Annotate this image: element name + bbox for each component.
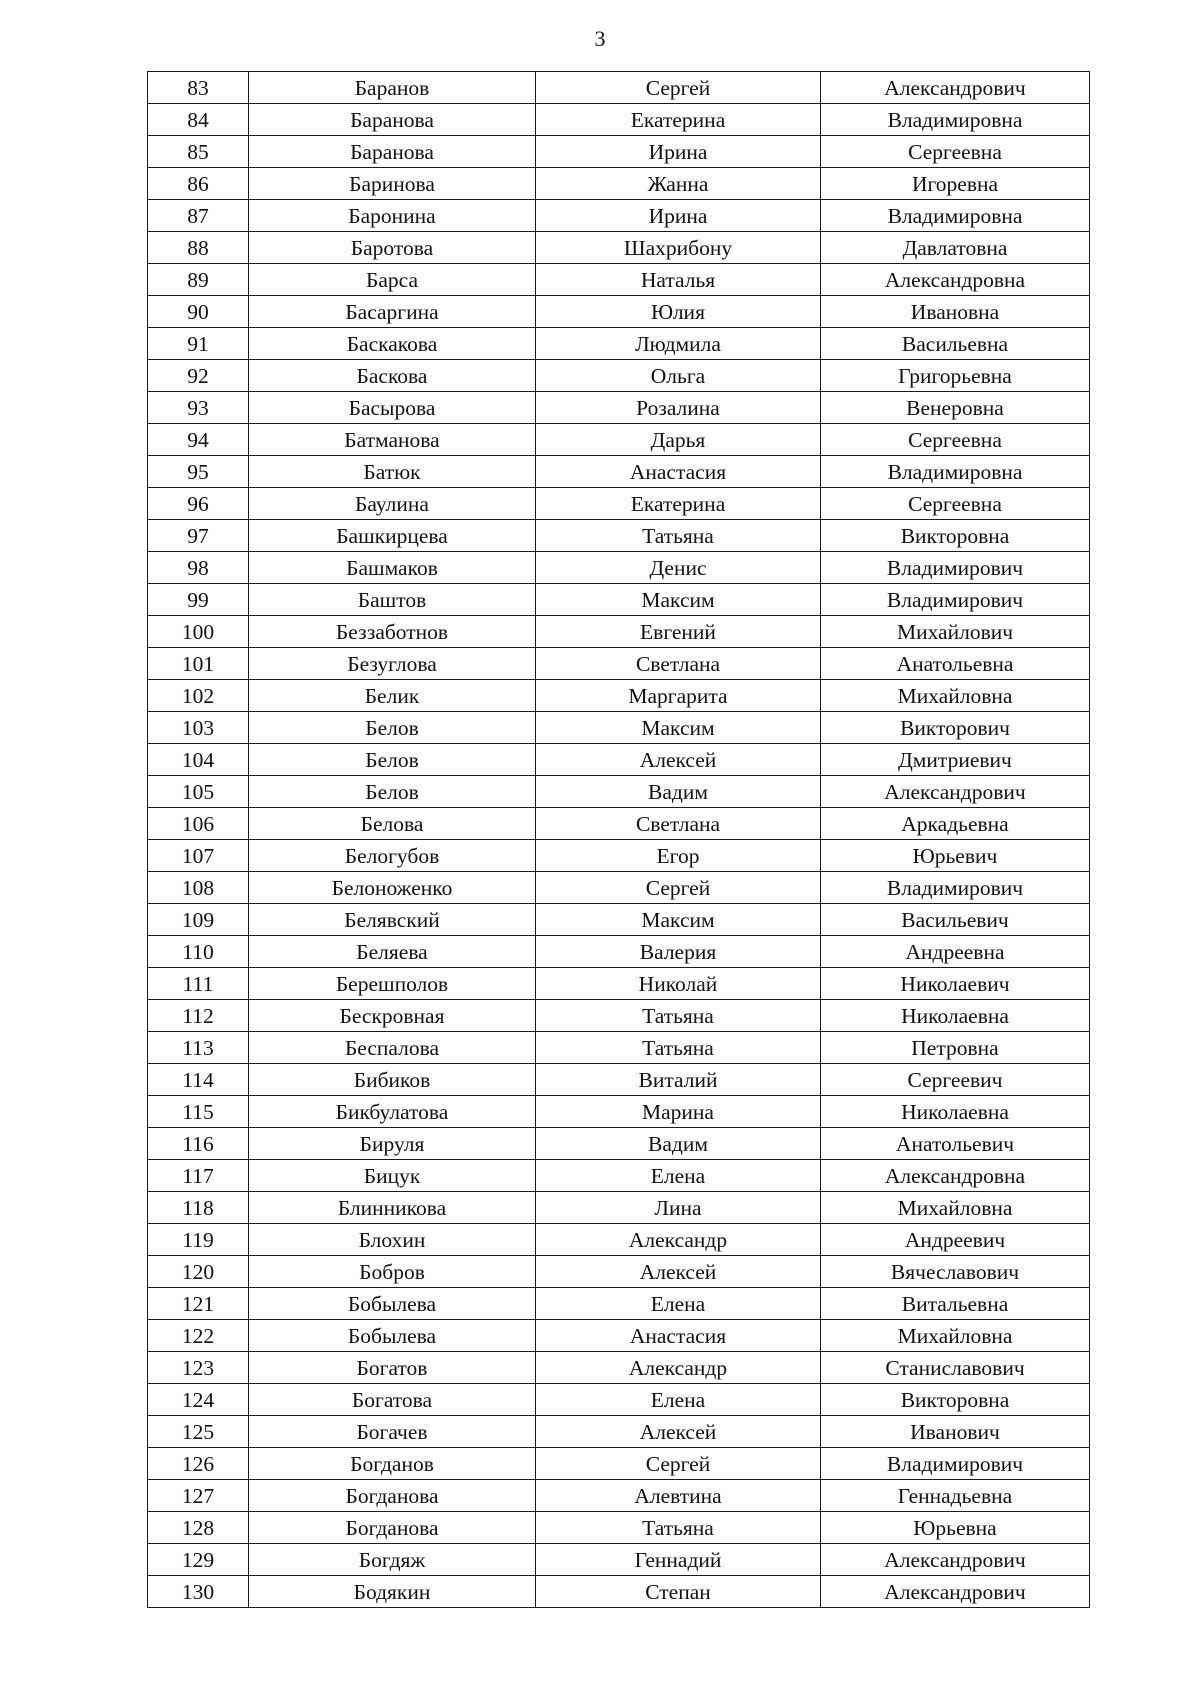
last-name-cell: Батюк <box>249 456 536 488</box>
table-row <box>148 488 1090 520</box>
row-number-cell: 90 <box>148 296 249 328</box>
row-number-cell: 87 <box>148 200 249 232</box>
patronymic-cell: Витальевна <box>821 1288 1090 1320</box>
first-name-cell: Елена <box>536 1384 821 1416</box>
table-row <box>148 1096 1090 1128</box>
last-name-cell: Беззаботнов <box>249 616 536 648</box>
last-name-cell: Баштов <box>249 584 536 616</box>
table-row <box>148 584 1090 616</box>
first-name-cell: Маргарита <box>536 680 821 712</box>
patronymic-cell: Владимирович <box>821 584 1090 616</box>
last-name-cell: Белявский <box>249 904 536 936</box>
row-number-cell: 84 <box>148 104 249 136</box>
row-number-cell: 93 <box>148 392 249 424</box>
first-name-cell: Татьяна <box>536 1512 821 1544</box>
last-name-cell: Беляева <box>249 936 536 968</box>
table-row <box>148 1000 1090 1032</box>
first-name-cell: Розалина <box>536 392 821 424</box>
patronymic-cell: Васильевич <box>821 904 1090 936</box>
patronymic-cell: Ивановна <box>821 296 1090 328</box>
patronymic-cell: Михайловна <box>821 680 1090 712</box>
last-name-cell: Бикбулатова <box>249 1096 536 1128</box>
patronymic-cell: Николаевна <box>821 1096 1090 1128</box>
first-name-cell: Сергей <box>536 72 821 104</box>
patronymic-cell: Александрович <box>821 776 1090 808</box>
last-name-cell: Богданова <box>249 1512 536 1544</box>
last-name-cell: Басырова <box>249 392 536 424</box>
table-row <box>148 1192 1090 1224</box>
last-name-cell: Басаргина <box>249 296 536 328</box>
last-name-cell: Белоноженко <box>249 872 536 904</box>
row-number-cell: 130 <box>148 1576 249 1608</box>
patronymic-cell: Владимировна <box>821 456 1090 488</box>
last-name-cell: Беспалова <box>249 1032 536 1064</box>
patronymic-cell: Давлатовна <box>821 232 1090 264</box>
table-row <box>148 936 1090 968</box>
last-name-cell: Бобылева <box>249 1320 536 1352</box>
last-name-cell: Безуглова <box>249 648 536 680</box>
first-name-cell: Жанна <box>536 168 821 200</box>
first-name-cell: Екатерина <box>536 104 821 136</box>
patronymic-cell: Владимировна <box>821 200 1090 232</box>
patronymic-cell: Юрьевич <box>821 840 1090 872</box>
row-number-cell: 103 <box>148 712 249 744</box>
last-name-cell: Богдяж <box>249 1544 536 1576</box>
row-number-cell: 102 <box>148 680 249 712</box>
table-row <box>148 296 1090 328</box>
table-row <box>148 200 1090 232</box>
first-name-cell: Валерия <box>536 936 821 968</box>
last-name-cell: Белов <box>249 712 536 744</box>
row-number-cell: 110 <box>148 936 249 968</box>
row-number-cell: 111 <box>148 968 249 1000</box>
table-row <box>148 1224 1090 1256</box>
patronymic-cell: Викторовна <box>821 520 1090 552</box>
table-row <box>148 616 1090 648</box>
row-number-cell: 96 <box>148 488 249 520</box>
first-name-cell: Денис <box>536 552 821 584</box>
table-row <box>148 648 1090 680</box>
row-number-cell: 128 <box>148 1512 249 1544</box>
first-name-cell: Максим <box>536 904 821 936</box>
first-name-cell: Алексей <box>536 1256 821 1288</box>
last-name-cell: Белова <box>249 808 536 840</box>
first-name-cell: Алексей <box>536 1416 821 1448</box>
patronymic-cell: Викторовна <box>821 1384 1090 1416</box>
table-row <box>148 232 1090 264</box>
patronymic-cell: Андреевна <box>821 936 1090 968</box>
row-number-cell: 107 <box>148 840 249 872</box>
table-row <box>148 360 1090 392</box>
row-number-cell: 106 <box>148 808 249 840</box>
first-name-cell: Ольга <box>536 360 821 392</box>
table-row <box>148 136 1090 168</box>
last-name-cell: Белов <box>249 744 536 776</box>
last-name-cell: Бескровная <box>249 1000 536 1032</box>
row-number-cell: 114 <box>148 1064 249 1096</box>
patronymic-cell: Юрьевна <box>821 1512 1090 1544</box>
first-name-cell: Ирина <box>536 136 821 168</box>
patronymic-cell: Андреевич <box>821 1224 1090 1256</box>
table-row <box>148 328 1090 360</box>
last-name-cell: Баранов <box>249 72 536 104</box>
first-name-cell: Вадим <box>536 1128 821 1160</box>
row-number-cell: 123 <box>148 1352 249 1384</box>
table-row <box>148 1064 1090 1096</box>
patronymic-cell: Владимирович <box>821 552 1090 584</box>
first-name-cell: Юлия <box>536 296 821 328</box>
row-number-cell: 120 <box>148 1256 249 1288</box>
patronymic-cell: Александрович <box>821 72 1090 104</box>
first-name-cell: Сергей <box>536 872 821 904</box>
table-row <box>148 264 1090 296</box>
first-name-cell: Евгений <box>536 616 821 648</box>
table-row <box>148 776 1090 808</box>
table-row <box>148 72 1090 104</box>
row-number-cell: 122 <box>148 1320 249 1352</box>
first-name-cell: Егор <box>536 840 821 872</box>
patronymic-cell: Александрович <box>821 1576 1090 1608</box>
row-number-cell: 119 <box>148 1224 249 1256</box>
patronymic-cell: Геннадьевна <box>821 1480 1090 1512</box>
last-name-cell: Бобылева <box>249 1288 536 1320</box>
first-name-cell: Александр <box>536 1224 821 1256</box>
first-name-cell: Екатерина <box>536 488 821 520</box>
table-row <box>148 1576 1090 1608</box>
last-name-cell: Белик <box>249 680 536 712</box>
table-row <box>148 1480 1090 1512</box>
first-name-cell: Татьяна <box>536 1000 821 1032</box>
patronymic-cell: Аркадьевна <box>821 808 1090 840</box>
roster-table <box>147 71 1090 1608</box>
row-number-cell: 98 <box>148 552 249 584</box>
patronymic-cell: Александровна <box>821 264 1090 296</box>
patronymic-cell: Владимирович <box>821 872 1090 904</box>
last-name-cell: Бибиков <box>249 1064 536 1096</box>
table-row <box>148 712 1090 744</box>
last-name-cell: Барса <box>249 264 536 296</box>
row-number-cell: 92 <box>148 360 249 392</box>
first-name-cell: Николай <box>536 968 821 1000</box>
last-name-cell: Баранова <box>249 136 536 168</box>
last-name-cell: Богатова <box>249 1384 536 1416</box>
first-name-cell: Дарья <box>536 424 821 456</box>
first-name-cell: Елена <box>536 1160 821 1192</box>
row-number-cell: 129 <box>148 1544 249 1576</box>
patronymic-cell: Иванович <box>821 1416 1090 1448</box>
patronymic-cell: Александрович <box>821 1544 1090 1576</box>
patronymic-cell: Владимировна <box>821 104 1090 136</box>
row-number-cell: 97 <box>148 520 249 552</box>
patronymic-cell: Игоревна <box>821 168 1090 200</box>
table-row <box>148 1160 1090 1192</box>
first-name-cell: Светлана <box>536 648 821 680</box>
row-number-cell: 99 <box>148 584 249 616</box>
first-name-cell: Лина <box>536 1192 821 1224</box>
last-name-cell: Блохин <box>249 1224 536 1256</box>
row-number-cell: 86 <box>148 168 249 200</box>
patronymic-cell: Михайловна <box>821 1192 1090 1224</box>
table-row <box>148 424 1090 456</box>
first-name-cell: Максим <box>536 584 821 616</box>
last-name-cell: Богатов <box>249 1352 536 1384</box>
last-name-cell: Бицук <box>249 1160 536 1192</box>
last-name-cell: Баротова <box>249 232 536 264</box>
first-name-cell: Вадим <box>536 776 821 808</box>
table-row <box>148 520 1090 552</box>
patronymic-cell: Михайлович <box>821 616 1090 648</box>
row-number-cell: 121 <box>148 1288 249 1320</box>
table-row <box>148 456 1090 488</box>
last-name-cell: Башкирцева <box>249 520 536 552</box>
first-name-cell: Алевтина <box>536 1480 821 1512</box>
table-row <box>148 1416 1090 1448</box>
row-number-cell: 94 <box>148 424 249 456</box>
patronymic-cell: Дмитриевич <box>821 744 1090 776</box>
table-row <box>148 104 1090 136</box>
patronymic-cell: Вячеславович <box>821 1256 1090 1288</box>
last-name-cell: Богданов <box>249 1448 536 1480</box>
row-number-cell: 126 <box>148 1448 249 1480</box>
table-row <box>148 1256 1090 1288</box>
first-name-cell: Светлана <box>536 808 821 840</box>
roster-table-body <box>148 72 1090 1608</box>
first-name-cell: Анастасия <box>536 1320 821 1352</box>
patronymic-cell: Григорьевна <box>821 360 1090 392</box>
row-number-cell: 83 <box>148 72 249 104</box>
last-name-cell: Бируля <box>249 1128 536 1160</box>
first-name-cell: Ирина <box>536 200 821 232</box>
last-name-cell: Бобров <box>249 1256 536 1288</box>
first-name-cell: Татьяна <box>536 1032 821 1064</box>
table-row <box>148 808 1090 840</box>
last-name-cell: Баулина <box>249 488 536 520</box>
row-number-cell: 105 <box>148 776 249 808</box>
table-row <box>148 1384 1090 1416</box>
last-name-cell: Баранова <box>249 104 536 136</box>
first-name-cell: Анастасия <box>536 456 821 488</box>
patronymic-cell: Александровна <box>821 1160 1090 1192</box>
patronymic-cell: Николаевна <box>821 1000 1090 1032</box>
first-name-cell: Наталья <box>536 264 821 296</box>
row-number-cell: 85 <box>148 136 249 168</box>
patronymic-cell: Анатольевич <box>821 1128 1090 1160</box>
patronymic-cell: Станиславович <box>821 1352 1090 1384</box>
first-name-cell: Геннадий <box>536 1544 821 1576</box>
table-row <box>148 968 1090 1000</box>
table-row <box>148 1288 1090 1320</box>
row-number-cell: 109 <box>148 904 249 936</box>
first-name-cell: Елена <box>536 1288 821 1320</box>
row-number-cell: 125 <box>148 1416 249 1448</box>
patronymic-cell: Сергеевна <box>821 424 1090 456</box>
patronymic-cell: Сергеевич <box>821 1064 1090 1096</box>
last-name-cell: Белогубов <box>249 840 536 872</box>
table-row <box>148 840 1090 872</box>
row-number-cell: 88 <box>148 232 249 264</box>
row-number-cell: 100 <box>148 616 249 648</box>
last-name-cell: Богданова <box>249 1480 536 1512</box>
patronymic-cell: Венеровна <box>821 392 1090 424</box>
first-name-cell: Марина <box>536 1096 821 1128</box>
row-number-cell: 91 <box>148 328 249 360</box>
table-row <box>148 872 1090 904</box>
first-name-cell: Алексей <box>536 744 821 776</box>
last-name-cell: Башмаков <box>249 552 536 584</box>
table-row <box>148 1544 1090 1576</box>
table-row <box>148 744 1090 776</box>
table-row <box>148 552 1090 584</box>
first-name-cell: Шахрибону <box>536 232 821 264</box>
patronymic-cell: Петровна <box>821 1032 1090 1064</box>
table-row <box>148 1512 1090 1544</box>
row-number-cell: 116 <box>148 1128 249 1160</box>
row-number-cell: 108 <box>148 872 249 904</box>
patronymic-cell: Владимирович <box>821 1448 1090 1480</box>
first-name-cell: Максим <box>536 712 821 744</box>
row-number-cell: 113 <box>148 1032 249 1064</box>
table-row <box>148 1032 1090 1064</box>
last-name-cell: Батманова <box>249 424 536 456</box>
first-name-cell: Виталий <box>536 1064 821 1096</box>
table-row <box>148 680 1090 712</box>
row-number-cell: 104 <box>148 744 249 776</box>
row-number-cell: 95 <box>148 456 249 488</box>
patronymic-cell: Викторович <box>821 712 1090 744</box>
row-number-cell: 115 <box>148 1096 249 1128</box>
table-row <box>148 1128 1090 1160</box>
first-name-cell: Александр <box>536 1352 821 1384</box>
row-number-cell: 124 <box>148 1384 249 1416</box>
page-number: 3 <box>594 26 606 51</box>
row-number-cell: 127 <box>148 1480 249 1512</box>
table-row <box>148 1352 1090 1384</box>
last-name-cell: Берешполов <box>249 968 536 1000</box>
last-name-cell: Баринова <box>249 168 536 200</box>
last-name-cell: Баскова <box>249 360 536 392</box>
table-row <box>148 1320 1090 1352</box>
patronymic-cell: Анатольевна <box>821 648 1090 680</box>
last-name-cell: Богачев <box>249 1416 536 1448</box>
table-row <box>148 392 1090 424</box>
patronymic-cell: Сергеевна <box>821 488 1090 520</box>
patronymic-cell: Николаевич <box>821 968 1090 1000</box>
table-row <box>148 168 1090 200</box>
row-number-cell: 118 <box>148 1192 249 1224</box>
last-name-cell: Белов <box>249 776 536 808</box>
table-row <box>148 904 1090 936</box>
first-name-cell: Людмила <box>536 328 821 360</box>
row-number-cell: 112 <box>148 1000 249 1032</box>
last-name-cell: Бодякин <box>249 1576 536 1608</box>
first-name-cell: Татьяна <box>536 520 821 552</box>
table-row <box>148 1448 1090 1480</box>
last-name-cell: Баскакова <box>249 328 536 360</box>
row-number-cell: 89 <box>148 264 249 296</box>
patronymic-cell: Васильевна <box>821 328 1090 360</box>
first-name-cell: Степан <box>536 1576 821 1608</box>
patronymic-cell: Михайловна <box>821 1320 1090 1352</box>
row-number-cell: 117 <box>148 1160 249 1192</box>
last-name-cell: Баронина <box>249 200 536 232</box>
row-number-cell: 101 <box>148 648 249 680</box>
last-name-cell: Блинникова <box>249 1192 536 1224</box>
first-name-cell: Сергей <box>536 1448 821 1480</box>
patronymic-cell: Сергеевна <box>821 136 1090 168</box>
